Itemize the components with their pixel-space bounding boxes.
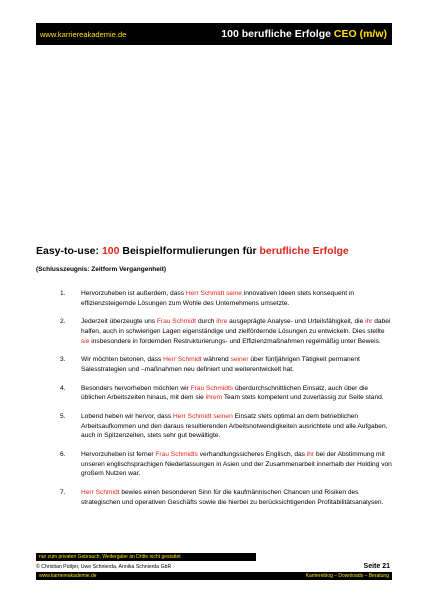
heading-part1: Easy-to-use:: [36, 245, 102, 257]
text-segment: dabei halfen, auch in schwierigen Lagen eigenständige und zielfördernde Lösungen zu entwickeln. Dies stellte: [81, 318, 391, 335]
page-number: Seite 21: [363, 563, 390, 570]
highlighted-name: sie: [81, 337, 90, 345]
list-item-text: [81, 289, 392, 308]
list-item-text: [81, 450, 392, 479]
text-segment: durch: [196, 318, 217, 326]
highlighted-name: ihre: [216, 318, 228, 326]
header-bar: [36, 23, 392, 45]
list-item-number: 3.: [60, 356, 66, 364]
text-segment: Einsatz stets optimal an dem betrieblichen Arbeitsaufkommen und den daraus resultierenden Arbeitsnotwendigkeiten ausrichtete und alle Aufgaben, auch in Spitzenzeiten, stets sehr gut bewältigte.: [81, 413, 388, 440]
text-segment: Wir möchten betonen, dass: [81, 356, 164, 364]
highlighted-name: Herr Schmidt seine: [185, 290, 242, 297]
list-item-text: [81, 488, 392, 507]
heading-accent: berufliche Erfolge: [259, 245, 349, 257]
footer-notice: nur zum privaten Gebrauch, Weitergabe an Dritte nicht gestattet: [36, 553, 256, 561]
list-item-text: [81, 412, 392, 441]
text-segment: Hervorzuheben ist ferner: [81, 451, 156, 459]
list-item-text: [81, 355, 392, 374]
text-segment: insbesondere in fordernden Restrukturierungs- und Effizienzmaßnahmen regelmäßig unter Beweis.: [89, 337, 381, 345]
list-item: [36, 412, 392, 441]
list-item: [36, 488, 392, 507]
page-heading: [36, 245, 396, 257]
list-item: [36, 450, 392, 479]
list-item: [36, 384, 392, 403]
highlighted-name: seiner: [230, 356, 249, 364]
highlighted-name: Herr Schmidt: [163, 356, 202, 364]
highlighted-name: Herr Schmidt seinen: [173, 413, 233, 421]
header-title-main: 100 berufliche Erfolge: [221, 28, 331, 40]
highlighted-name: ihr: [365, 318, 373, 326]
text-segment: überdurchschnittlichen Einsatz, auch über die üblichen Arbeitszeiten hinaus, mit dem sie: [81, 384, 368, 402]
text-segment: innovativen Ideen stets konsequent in effizienzsteigernde Lösungen zum Wohle des Unternehmens umsetzte.: [81, 290, 355, 307]
footer-credit: © Christian Püttjer, Uwe Schnierda, Annika Schnierda GbR: [36, 564, 172, 570]
text-segment: während: [201, 356, 231, 364]
text-segment: ausgeprägte Analyse- und Urteilsfähigkeit, die: [227, 318, 366, 326]
highlighted-name: ihr: [306, 451, 315, 459]
text-segment: Team stets kompetent und zuverlässig zur Seite stand.: [222, 394, 384, 402]
list-item-number: 4.: [60, 384, 66, 392]
highlighted-name: Frau Schmidts: [190, 384, 234, 392]
list-item: [36, 355, 392, 374]
list-item: [36, 317, 392, 346]
text-segment: über fünfjährigen Tätigkeit permanent Salesstrategien und –maßnahmen neu definiert und weiterentwickelt hat.: [81, 356, 360, 373]
text-segment: Besonders hervorheben möchten wir: [81, 384, 191, 392]
heading-number: 100: [101, 245, 120, 257]
list-item: [36, 289, 392, 308]
list-item-number: 1.: [60, 290, 66, 297]
list-item-number: 2.: [60, 318, 66, 326]
text-segment: Lobend heben wir hervor, dass: [81, 413, 174, 421]
list-item-text: [81, 384, 392, 403]
list-item-number: 6.: [60, 451, 66, 459]
list-item-number: 5.: [60, 413, 66, 421]
list-item-text: [81, 317, 392, 346]
header-title: [221, 28, 387, 40]
text-segment: Jederzeit überzeugte uns: [81, 318, 157, 326]
footer-bar: [36, 572, 392, 580]
heading-part2: Beispielformulierungen für: [119, 245, 260, 257]
formulation-list: [36, 289, 392, 507]
list-item-number: 7.: [60, 489, 66, 497]
text-segment: bewies einen besonderen Sinn für die kaufmännischen Chancen und Risiken des strategischen und operativen Geschäfts sowie die hierbei zu berücksichtigenden Profitabilitätsanalysen.: [81, 489, 384, 506]
highlighted-name: Herr Schmidt: [81, 489, 120, 497]
text-segment: Hervorzuheben ist außerdem, dass: [81, 290, 186, 297]
subheading: (Schlusszeugnis: Zeitform Vergangenheit): [36, 266, 167, 273]
text-segment: bei der Abstimmung mit unseren englischsprachigen Niederlassungen in Asien und der Zusammenarbeit innerhalb der Holding von großem Nutzen war.: [81, 451, 392, 478]
highlighted-name: Frau Schmidt: [156, 318, 197, 326]
text-segment: verhandlungssicheres Englisch, das: [197, 451, 307, 459]
highlighted-name: ihrem: [205, 394, 223, 402]
header-url[interactable]: www.karriereakademie.de: [40, 29, 127, 39]
footer-url[interactable]: www.karriereakademie.de: [39, 573, 97, 579]
footer-links[interactable]: Karriereblog – Downloads – Beratung: [305, 573, 389, 579]
highlighted-name: Frau Schmidts: [155, 451, 198, 459]
header-title-accent: CEO (m/w): [333, 28, 387, 40]
footer-info: [36, 563, 392, 570]
